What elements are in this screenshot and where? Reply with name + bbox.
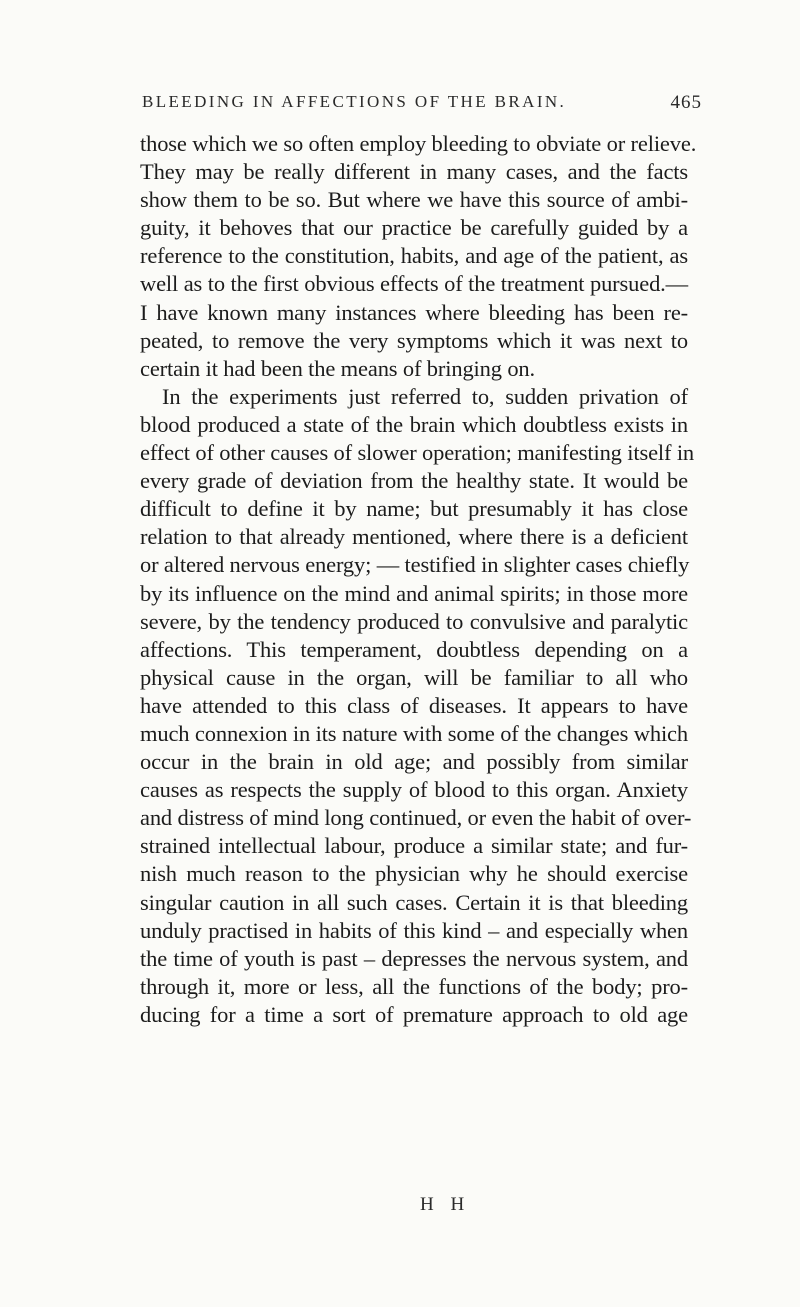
text-line: physical cause in the organ, will be familiar to all who — [140, 664, 688, 690]
text-line: singular caution in all such cases. Certain it is that bleeding — [140, 889, 688, 915]
text-line: relation to that already mentioned, where there is a deficient — [140, 524, 688, 550]
text-line: I have known many instances where bleeding has been re- — [140, 299, 688, 325]
text-line: ducing for a time a sort of premature approach to old age — [140, 1001, 688, 1027]
text-line: much connexion in its nature with some of the changes which — [140, 720, 688, 746]
text-line: and distress of mind long continued, or even the habit of over- — [140, 805, 692, 831]
signature-mark: H H — [420, 1194, 471, 1215]
text-line: the time of youth is past – depresses the nervous system, and — [140, 945, 688, 971]
paragraph-start-line: In the experiments just referred to, sudden privation of — [162, 383, 688, 409]
text-line: effect of other causes of slower operation; manifesting itself in — [140, 440, 695, 466]
text-line: peated, to remove the very symptoms which it was next to — [140, 327, 688, 353]
text-line: blood produced a state of the brain which doubtless exists in — [140, 411, 688, 437]
text-line: unduly practised in habits of this kind – and especially when — [140, 917, 688, 943]
text-line: causes as respects the supply of blood to this organ. Anxiety — [140, 777, 688, 803]
text-line: show them to be so. But where we have this source of ambi- — [140, 187, 688, 213]
page-number: 465 — [670, 92, 702, 113]
text-line: or altered nervous energy; — testified in slighter cases chiefly — [140, 552, 690, 578]
text-line: difficult to define it by name; but presumably it has close — [140, 496, 688, 522]
text-line: certain it had been the means of bringing on. — [140, 355, 535, 381]
text-line: nish much reason to the physician why he should exercise — [140, 861, 688, 887]
text-line: by its influence on the mind and animal spirits; in those more — [140, 580, 688, 606]
text-line: those which we so often employ bleeding to obviate or relieve. — [140, 131, 697, 156]
text-line: guity, it behoves that our practice be carefully guided by a — [140, 215, 688, 241]
text-line: have attended to this class of diseases. It appears to have — [140, 692, 688, 718]
text-line: occur in the brain in old age; and possibly from similar — [140, 749, 688, 775]
text-line: well as to the first obvious effects of the treatment pursued.— — [140, 271, 688, 297]
text-line: strained intellectual labour, produce a similar state; and fur- — [140, 833, 688, 859]
running-title: BLEEDING IN AFFECTIONS OF THE BRAIN. — [142, 92, 567, 111]
text-line: They may be really different in many cases, and the facts — [140, 159, 688, 185]
body-text — [140, 130, 697, 1029]
text-line: reference to the constitution, habits, and age of the patient, as — [140, 243, 688, 269]
text-line: affections. This temperament, doubtless depending on a — [140, 636, 688, 662]
text-line: every grade of deviation from the healthy state. It would be — [140, 468, 688, 494]
running-head — [142, 92, 702, 118]
text-line: severe, by the tendency produced to convulsive and paralytic — [140, 608, 688, 634]
text-line: through it, more or less, all the functions of the body; pro- — [140, 973, 688, 999]
